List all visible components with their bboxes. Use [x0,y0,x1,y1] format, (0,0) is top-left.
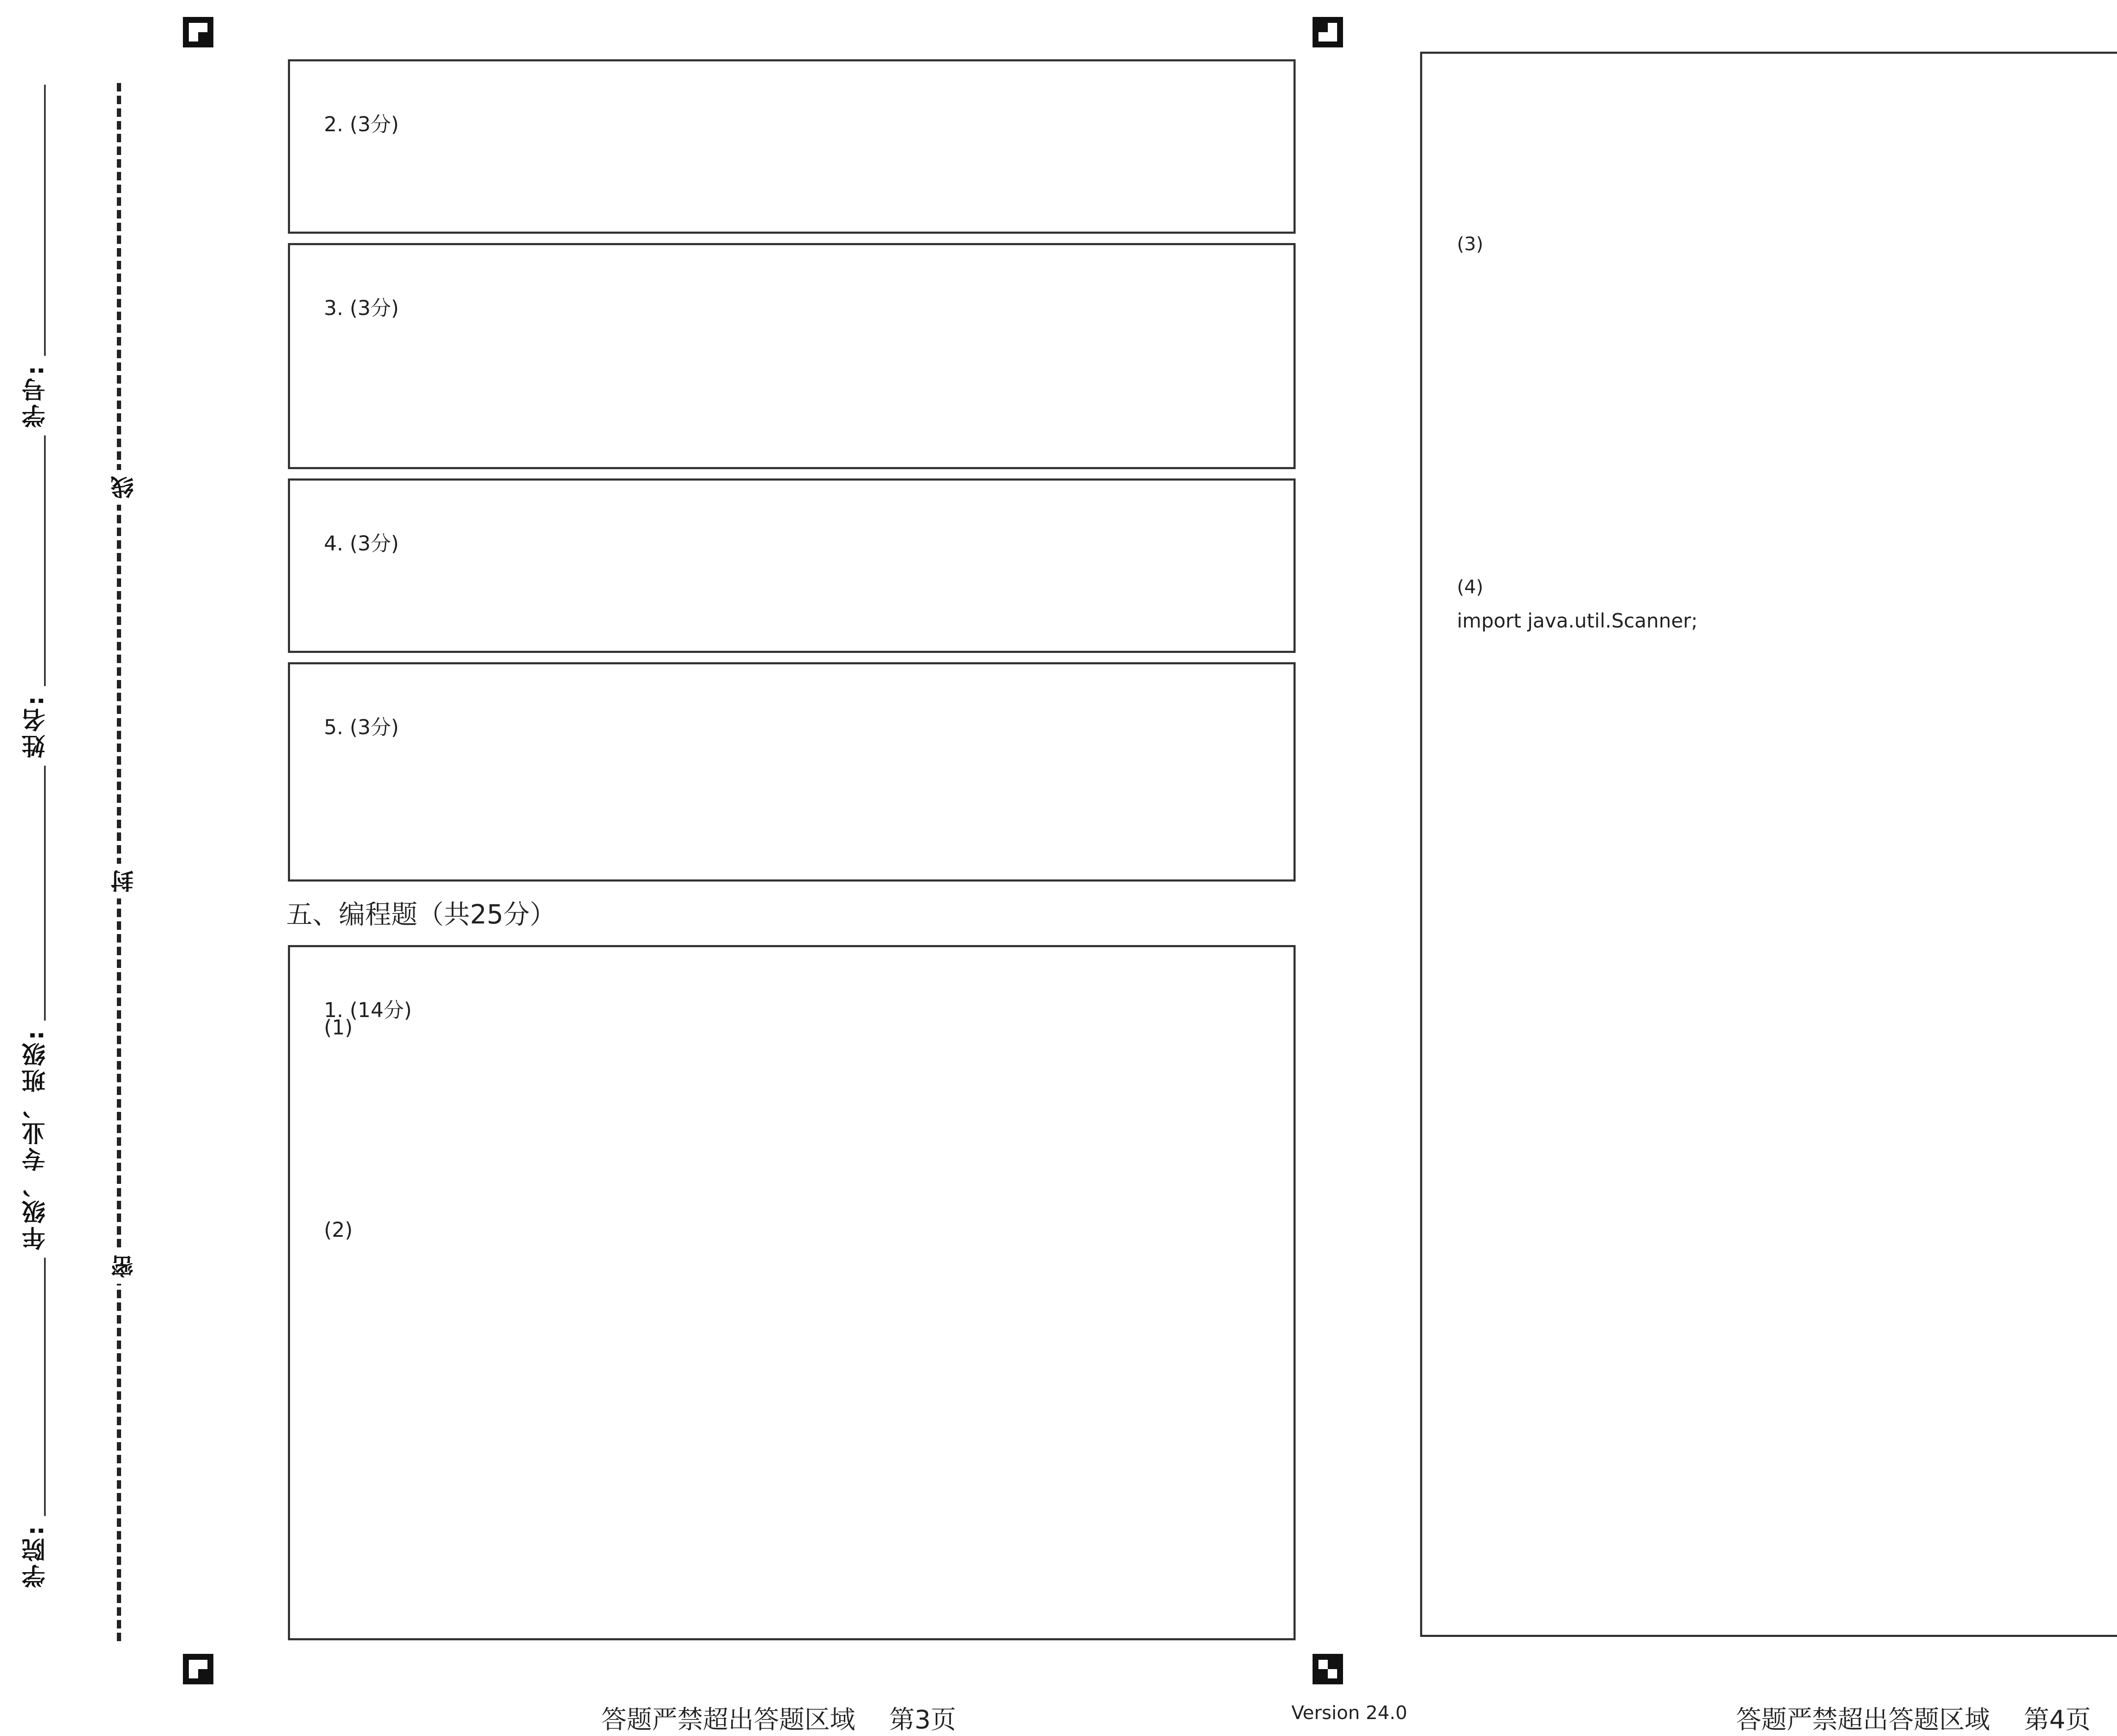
footer-page-number: 第4页 [2024,1705,2091,1735]
code-line: import java.util.Scanner; [1457,609,1698,632]
name-label: 姓名: [19,686,53,766]
answer-box-q5[interactable] [288,662,1296,882]
fiducial-marker-bottom-center [1313,1654,1343,1684]
answer-box-q2[interactable] [288,59,1296,234]
footer-warning: 答题严禁超出答题区域 [1736,1705,1990,1735]
seal-char-seal: 封 [108,864,140,898]
student-id-label: 学号: [19,356,53,435]
question-label: 3. (3分) [324,296,399,320]
answer-box-programming[interactable] [288,945,1296,1640]
info-field-line [44,85,46,1592]
subquestion-label-3: (3) [1457,233,1484,255]
footer-warning: 答题严禁超出答题区域 [601,1705,855,1735]
answer-box-q3[interactable] [288,243,1296,469]
question-label: 4. (3分) [324,532,399,556]
answer-box-page-4[interactable] [1420,52,2117,1637]
class-label: 年级、专业、班级: [19,1020,53,1258]
version-label: Version 24.0 [1291,1702,1407,1724]
fiducial-marker-top-center [1313,17,1343,47]
footer-page-number: 第3页 [889,1705,956,1735]
question-label: 5. (3分) [324,716,399,739]
seal-dashed-line [117,83,121,1641]
subquestion-label-4: (4) [1457,576,1484,598]
fiducial-marker-top-left [183,17,213,47]
fiducial-marker-bottom-left [183,1654,213,1684]
subquestion-label-2: (2) [324,1218,353,1242]
seal-char-line: 线 [108,470,140,505]
subquestion-label-1: (1) [324,1016,353,1039]
seal-char-secret: 密 [108,1249,140,1284]
programming-question-label: 1. (14分) [324,998,412,1022]
question-label: 2. (3分) [324,113,399,136]
answer-box-q4[interactable] [288,478,1296,653]
section-title-programming: 五、编程题（共25分） [286,899,556,930]
college-label: 学院: [19,1516,53,1595]
